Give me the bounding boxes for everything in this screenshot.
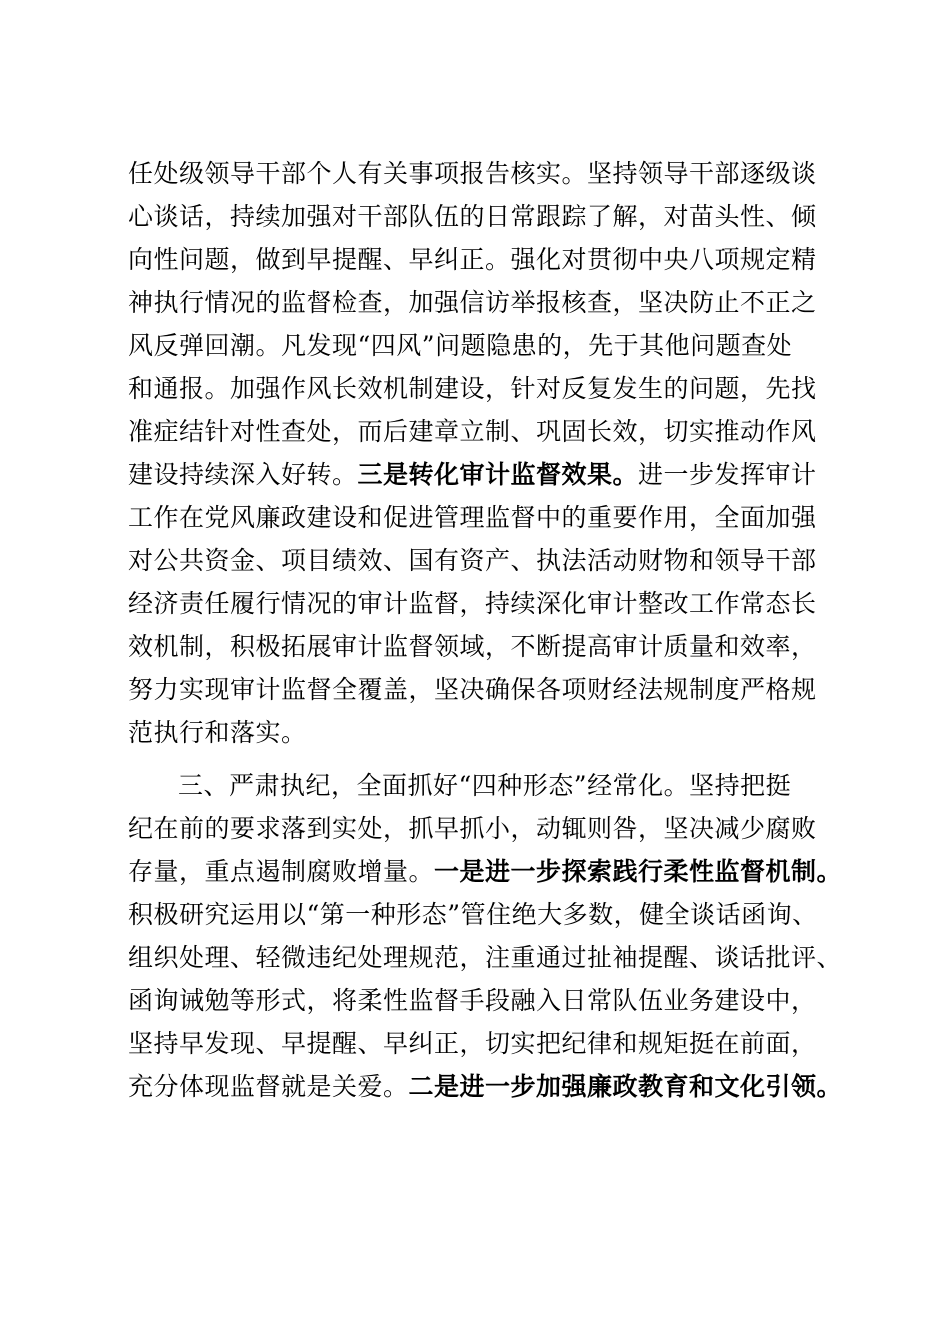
- text-run: 组织处理、轻微违纪处理规范，注重通过扯袖提醒、谈话批评、: [128, 943, 843, 972]
- text-line: [128, 154, 817, 194]
- text-run: 工作在党风廉政建设和促进管理监督中的重要作用，全面加强: [128, 503, 817, 532]
- text-run: 准症结针对性查处，而后建章立制、巩固长效，切实推动作风: [128, 417, 817, 446]
- text-run: 经济责任履行情况的审计监督，持续深化审计整改工作常态长: [128, 589, 817, 618]
- text-line: [128, 197, 817, 237]
- text-run: 和通报。加强作风长效机制建设，针对反复发生的问题，先找: [128, 374, 817, 403]
- text-line: [128, 713, 307, 753]
- text-line: [128, 541, 817, 581]
- text-run: 坚持把挺: [689, 771, 792, 800]
- text-line: [178, 766, 791, 806]
- text-line: [128, 670, 817, 710]
- text-run: 坚持早发现、早提醒、早纠正，切实把纪律和规矩挺在前面，: [128, 1029, 817, 1058]
- text-line: [128, 938, 842, 978]
- text-line: [128, 240, 817, 280]
- text-line: [128, 895, 818, 935]
- text-run: 努力实现审计监督全覆盖，坚决确保各项财经法规制度严格规: [128, 675, 817, 704]
- text-run: 建设持续深入好转。: [128, 460, 358, 489]
- text-run: 存量，重点遏制腐败增量。: [128, 857, 435, 886]
- text-line: [128, 584, 817, 624]
- text-line: [128, 809, 817, 849]
- text-line: [128, 283, 817, 323]
- text-run: 心谈话，持续加强对干部队伍的日常跟踪了解，对苗头性、倾: [128, 202, 817, 231]
- text-run: 效机制，积极拓展审计监督领域，不断提高审计质量和效率，: [128, 632, 817, 661]
- text-line: [128, 981, 817, 1021]
- text-run: 三、严肃执纪，全面抓好“四种形态”经常化。: [178, 771, 690, 800]
- text-line: [128, 1024, 817, 1064]
- text-run: 风反弹回潮。凡发现“四风”问题隐患的，先于其他问题查处: [128, 331, 793, 360]
- text-line: [128, 627, 817, 667]
- text-run: 纪在前的要求落到实处，抓早抓小，动辄则咎，坚决减少腐败: [128, 814, 817, 843]
- text-run: 对公共资金、项目绩效、国有资产、执法活动财物和领导干部: [128, 546, 817, 575]
- text-run: 任处级领导干部个人有关事项报告核实。坚持领导干部逐级谈: [128, 159, 817, 188]
- text-run: 函询诫勉等形式，将柔性监督手段融入日常队伍业务建设中，: [128, 986, 817, 1015]
- text-run: 神执行情况的监督检查，加强信访举报核查，坚决防止不正之: [128, 288, 817, 317]
- text-run: 进一步发挥审计: [638, 460, 817, 489]
- text-run: 向性问题，做到早提醒、早纠正。强化对贯彻中央八项规定精: [128, 245, 817, 274]
- bold-text-run: 三是转化审计监督效果。: [357, 460, 639, 489]
- text-line: [128, 326, 792, 366]
- text-line: [128, 1067, 842, 1107]
- text-line: [128, 369, 817, 409]
- text-line: [128, 412, 817, 452]
- text-line: [128, 498, 817, 538]
- bold-text-run: 一是进一步探索践行柔性监督机制。: [434, 857, 843, 886]
- text-line: [128, 455, 817, 495]
- text-line: [128, 852, 842, 892]
- text-run: 积极研究运用以“第一种形态”管住绝大多数，健全谈话函询、: [128, 900, 818, 929]
- text-run: 范执行和落实。: [128, 718, 307, 747]
- bold-text-run: 二是进一步加强廉政教育和文化引领。: [408, 1072, 843, 1101]
- text-run: 充分体现监督就是关爱。: [128, 1072, 409, 1101]
